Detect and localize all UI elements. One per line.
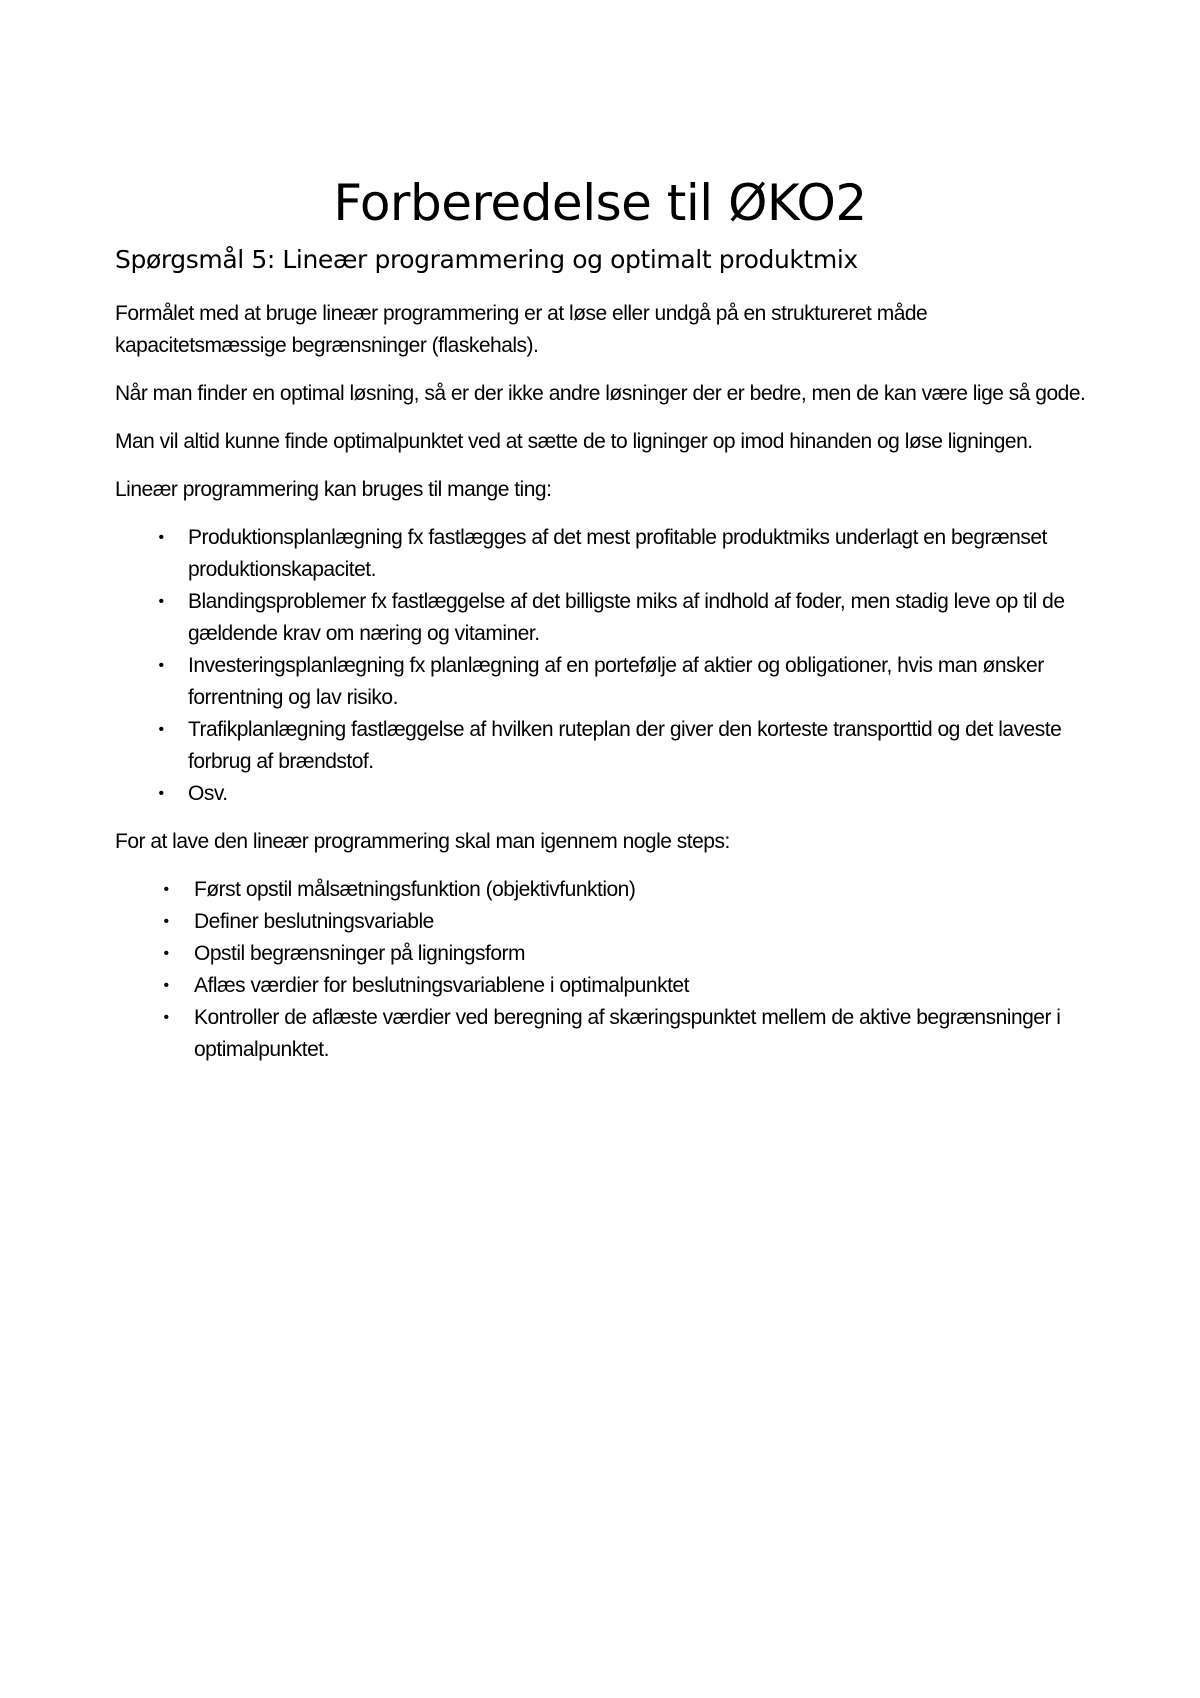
list-item-text: Produktionsplanlægning fx fastlægges af det mest profitable produktmiks underlagt en begrænset produktionskapacitet. xyxy=(188,526,1047,581)
list-item-text: Definer beslutningsvariable xyxy=(194,910,434,933)
list-item-text: Kontroller de aflæste værdier ved beregning af skæringspunktet mellem de aktive begrænsninger i optimalpunktet. xyxy=(194,1006,1061,1061)
list-item xyxy=(115,874,1095,906)
steps-list xyxy=(115,874,1095,1066)
document-title: Forberedelse til ØKO2 xyxy=(333,174,867,232)
list-item-text: Opstil begrænsninger på ligningsform xyxy=(194,942,526,965)
uses-list xyxy=(115,522,1095,810)
bullet-icon: • xyxy=(163,945,169,962)
list-item xyxy=(115,586,1095,650)
paragraph-optimal-solution: Når man finder en optimal løsning, så er der ikke andre løsninger der er bedre, men de kan være lige så gode. xyxy=(115,382,1086,405)
paragraph-optimal-point: Man vil altid kunne finde optimalpunktet ved at sætte de to ligninger op imod hinanden og løse ligningen. xyxy=(115,430,1033,453)
bullet-icon: • xyxy=(163,881,169,898)
paragraph-uses-intro: Lineær programmering kan bruges til mange ting: xyxy=(115,478,552,501)
bullet-icon: • xyxy=(163,913,169,930)
list-item-text: Blandingsproblemer fx fastlæggelse af det billigste miks af indhold af foder, men stadig leve op til de gældende krav om næring og vitaminer. xyxy=(188,590,1065,645)
list-item xyxy=(115,906,1095,938)
paragraph-steps-intro: For at lave den lineær programmering skal man igennem nogle steps: xyxy=(115,830,730,853)
list-item-text: Osv. xyxy=(188,782,228,805)
list-item-text: Først opstil målsætningsfunktion (objektivfunktion) xyxy=(194,878,636,901)
list-item-text: Aflæs værdier for beslutningsvariablene i optimalpunktet xyxy=(194,974,689,997)
document-subtitle: Spørgsmål 5: Lineær programmering og optimalt produktmix xyxy=(115,245,858,274)
list-item xyxy=(115,522,1095,586)
bullet-icon: • xyxy=(163,977,169,994)
bullet-icon: • xyxy=(158,657,164,674)
list-item xyxy=(115,714,1095,778)
list-item xyxy=(115,650,1095,714)
document-body xyxy=(115,298,1095,1082)
list-item xyxy=(115,778,1095,810)
list-item xyxy=(115,970,1095,1002)
paragraph-purpose: Formålet med at bruge lineær programmering er at løse eller undgå på en struktureret måde kapacitetsmæssige begrænsninger (flaskehals). xyxy=(115,302,928,357)
bullet-icon: • xyxy=(158,721,164,738)
bullet-icon: • xyxy=(158,785,164,802)
bullet-icon: • xyxy=(163,1009,169,1026)
list-item xyxy=(115,938,1095,970)
list-item-text: Trafikplanlægning fastlæggelse af hvilken ruteplan der giver den korteste transporttid og det laveste forbrug af brændstof. xyxy=(188,718,1062,773)
list-item xyxy=(115,1002,1095,1066)
list-item-text: Investeringsplanlægning fx planlægning af en portefølje af aktier og obligationer, hvis man ønsker forrentning og lav risiko. xyxy=(188,654,1044,709)
bullet-icon: • xyxy=(158,529,164,546)
bullet-icon: • xyxy=(158,593,164,610)
